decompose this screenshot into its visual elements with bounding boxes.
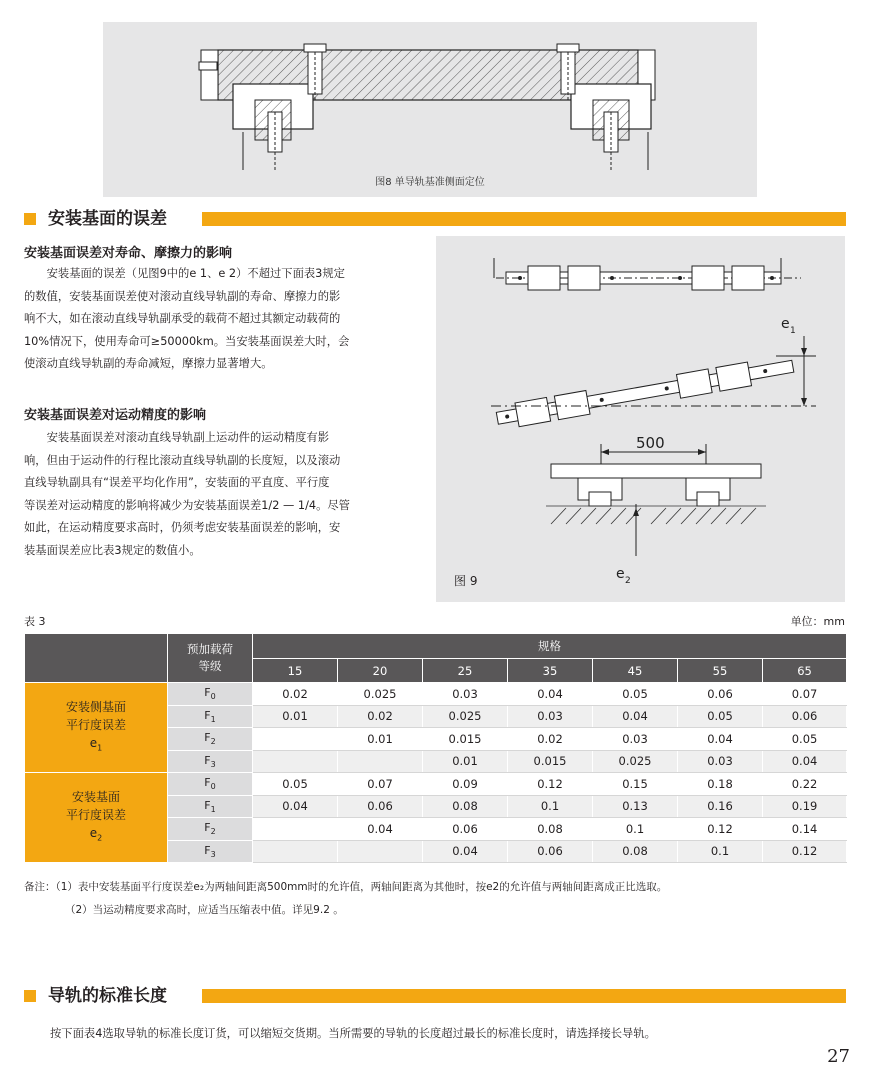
section-marker-square: [24, 990, 36, 1002]
table-cell: 0.1: [593, 818, 678, 841]
dimension-500: 500: [636, 434, 665, 452]
row-group-line: 安装基面: [71, 789, 120, 804]
load-subscript: 1: [210, 804, 216, 814]
e1-subscript: 1: [790, 326, 796, 336]
table-cell: 0.16: [678, 795, 763, 818]
figure-9: [436, 236, 845, 602]
paragraph-line: 响，但由于运动件的行程比滚动直线导轨副的长度短，以及滚动: [24, 453, 341, 467]
header-size: 35: [508, 659, 593, 683]
paragraph-line: 如此，在运动精度要求高时，仍须考虑安装基面误差的影响，安: [24, 521, 341, 534]
table-cell: 0.04: [593, 705, 678, 728]
table-cell: 0.08: [423, 795, 508, 818]
row-group-symbol: [25, 734, 167, 757]
section-accent-bar: [202, 212, 846, 226]
table-cell: 0.15: [593, 773, 678, 796]
load-letter: F: [204, 843, 211, 857]
table-cell: [253, 728, 338, 751]
table-cell: 0.08: [508, 818, 593, 841]
table-cell: 0.03: [423, 683, 508, 706]
table-cell: 0.05: [763, 728, 847, 751]
load-grade-cell: [168, 705, 253, 728]
table-cell: 0.12: [508, 773, 593, 796]
load-subscript: 3: [210, 759, 216, 769]
header-load-line: 等级: [198, 659, 222, 673]
table-cell: 0.025: [423, 705, 508, 728]
table-cell: 0.04: [508, 683, 593, 706]
table-cell: 0.14: [763, 818, 847, 841]
paragraph-line: 安装基面误差对滚动直线导轨副上运动件的运动精度有影: [46, 431, 330, 444]
e2-label: e: [616, 566, 625, 582]
symbol-letter: e: [89, 735, 98, 750]
figure-9-caption: 图 9: [454, 574, 478, 588]
table-3-unit: 单位：mm: [790, 615, 845, 628]
table-cell: 0.01: [423, 750, 508, 773]
note-2: （2）当运动精度要求高时，应适当压缩表中值。详见9.2 。: [65, 904, 344, 916]
header-load-line: 预加载荷: [187, 642, 233, 656]
figure-8-drawing: [103, 22, 757, 197]
paragraph-line: 使滚动直线导轨副的寿命减短，摩擦力显著增大。: [24, 357, 273, 370]
table-cell: 0.05: [253, 773, 338, 796]
table-cell: 0.05: [678, 705, 763, 728]
table-cell: 0.04: [253, 795, 338, 818]
table-cell: 0.22: [763, 773, 847, 796]
standard-length-text: 按下面表4选取导轨的标准长度订货，可以缩短交货期。当所需要的导轨的长度超过最长的标准长度时，请选择接长导轨。: [50, 1027, 656, 1040]
subsection-title-motion-accuracy: 安装基面误差对运动精度的影响: [24, 408, 207, 423]
table-cell: [253, 840, 338, 863]
table-cell: 0.07: [763, 683, 847, 706]
paragraph-life-friction: [24, 263, 414, 376]
table-cell: 0.01: [253, 705, 338, 728]
figure-8-caption: 图8 单导轨基准侧面定位: [375, 177, 485, 188]
paragraph-line: 响不大，如在滚动直线导轨副承受的载荷不超过其额定动载荷的: [24, 312, 341, 325]
row-group-header: [25, 773, 168, 863]
load-grade-cell: [168, 773, 253, 796]
load-subscript: 2: [210, 737, 216, 747]
table-cell: 0.06: [763, 705, 847, 728]
load-letter: F: [204, 686, 211, 700]
load-grade-cell: [168, 683, 253, 706]
table-cell: 0.02: [508, 728, 593, 751]
header-size: 55: [678, 659, 763, 683]
table-cell: 0.04: [423, 840, 508, 863]
load-grade-cell: [168, 795, 253, 818]
section-title: 安装基面的误差: [48, 209, 167, 229]
table-cell: 0.06: [423, 818, 508, 841]
table-row: [25, 683, 847, 706]
subsection-title-life-friction: 安装基面误差对寿命、摩擦力的影响: [24, 246, 233, 261]
table-cell: 0.06: [338, 795, 423, 818]
table-cell: 0.03: [593, 728, 678, 751]
load-letter: F: [204, 708, 211, 722]
table-cell: 0.05: [593, 683, 678, 706]
table-cell: 0.04: [763, 750, 847, 773]
table-3-label: 表 3: [24, 615, 46, 628]
e1-label: e: [781, 316, 790, 332]
section-title: 导轨的标准长度: [48, 986, 167, 1006]
table-cell: 0.18: [678, 773, 763, 796]
paragraph-line: 直线导轨副具有“误差平均化作用”，安装面的平直度、平行度: [24, 476, 330, 489]
figure-8: [103, 22, 757, 197]
table-cell: 0.015: [508, 750, 593, 773]
table-cell: 0.04: [338, 818, 423, 841]
symbol-letter: e: [89, 825, 98, 840]
table-cell: 0.19: [763, 795, 847, 818]
load-letter: F: [204, 821, 211, 835]
table-cell: [338, 750, 423, 773]
table-row: [25, 773, 847, 796]
load-grade-cell: [168, 840, 253, 863]
row-group-line: 平行度误差: [65, 717, 126, 732]
section-accent-bar: [202, 989, 846, 1003]
load-subscript: 1: [210, 714, 216, 724]
row-group-header: [25, 683, 168, 773]
table-cell: 0.07: [338, 773, 423, 796]
load-grade-cell: [168, 750, 253, 773]
load-subscript: 0: [210, 782, 216, 792]
page-number: 27: [827, 1046, 850, 1067]
table-body: [25, 683, 847, 863]
table-cell: 0.04: [678, 728, 763, 751]
header-size: 20: [338, 659, 423, 683]
note-1: 备注：（1）表中安装基面平行度误差e₂为两轴间距离500mm时的允许值，两轴间距离为其他时，按e2的允许值与两轴间距离成正比选取。: [24, 881, 668, 893]
table-cell: 0.13: [593, 795, 678, 818]
section-marker-square: [24, 213, 36, 225]
table-cell: [253, 750, 338, 773]
table-cell: 0.1: [678, 840, 763, 863]
paragraph-line: 安装基面的误差（见图9中的e 1、e 2）不超过下面表3规定: [46, 267, 345, 280]
load-grade-cell: [168, 818, 253, 841]
load-letter: F: [204, 753, 211, 767]
table-cell: 0.02: [253, 683, 338, 706]
table-cell: 0.12: [678, 818, 763, 841]
load-subscript: 0: [210, 692, 216, 702]
header-size: 65: [763, 659, 847, 683]
paragraph-line: 的数值，安装基面误差使对滚动直线导轨副的寿命、摩擦力的影: [24, 289, 341, 303]
header-size: 25: [423, 659, 508, 683]
table-cell: 0.06: [678, 683, 763, 706]
header-load-grade: [168, 634, 253, 683]
paragraph-line: 装基面误差应比表3规定的数值小。: [24, 543, 201, 557]
figure-9-drawing: [436, 236, 845, 602]
paragraph-motion-accuracy: [24, 427, 414, 562]
symbol-subscript: 2: [97, 833, 103, 843]
table-corner: [25, 634, 168, 683]
load-grade-cell: [168, 728, 253, 751]
load-subscript: 2: [210, 827, 216, 837]
row-group-line: 平行度误差: [65, 807, 126, 822]
table-cell: 0.02: [338, 705, 423, 728]
symbol-subscript: 1: [97, 743, 103, 753]
table-cell: 0.09: [423, 773, 508, 796]
header-spec: 规格: [253, 634, 847, 659]
load-subscript: 3: [210, 849, 216, 859]
load-letter: F: [204, 798, 211, 812]
paragraph-line: 10%情况下，使用寿命可≥50000km。当安装基面误差大时，会: [24, 334, 350, 348]
table-cell: 0.015: [423, 728, 508, 751]
row-group-symbol: [25, 824, 167, 847]
table-cell: 0.025: [593, 750, 678, 773]
header-size: 45: [593, 659, 678, 683]
header-size: 15: [253, 659, 338, 683]
table-cell: [253, 818, 338, 841]
table-cell: 0.1: [508, 795, 593, 818]
table-cell: 0.12: [763, 840, 847, 863]
paragraph-line: 等误差对运动精度的影响将减少为安装基面误差1/2 — 1/4。尽管: [24, 498, 350, 512]
table-cell: 0.08: [593, 840, 678, 863]
table-cell: 0.03: [508, 705, 593, 728]
load-letter: F: [204, 731, 211, 745]
table-cell: 0.01: [338, 728, 423, 751]
table-cell: 0.03: [678, 750, 763, 773]
table-cell: 0.06: [508, 840, 593, 863]
table-3: [24, 633, 847, 863]
table-cell: [338, 840, 423, 863]
load-letter: F: [204, 776, 211, 790]
row-group-line: 安装侧基面: [65, 699, 126, 714]
e2-subscript: 2: [625, 576, 631, 586]
table-cell: 0.025: [338, 683, 423, 706]
